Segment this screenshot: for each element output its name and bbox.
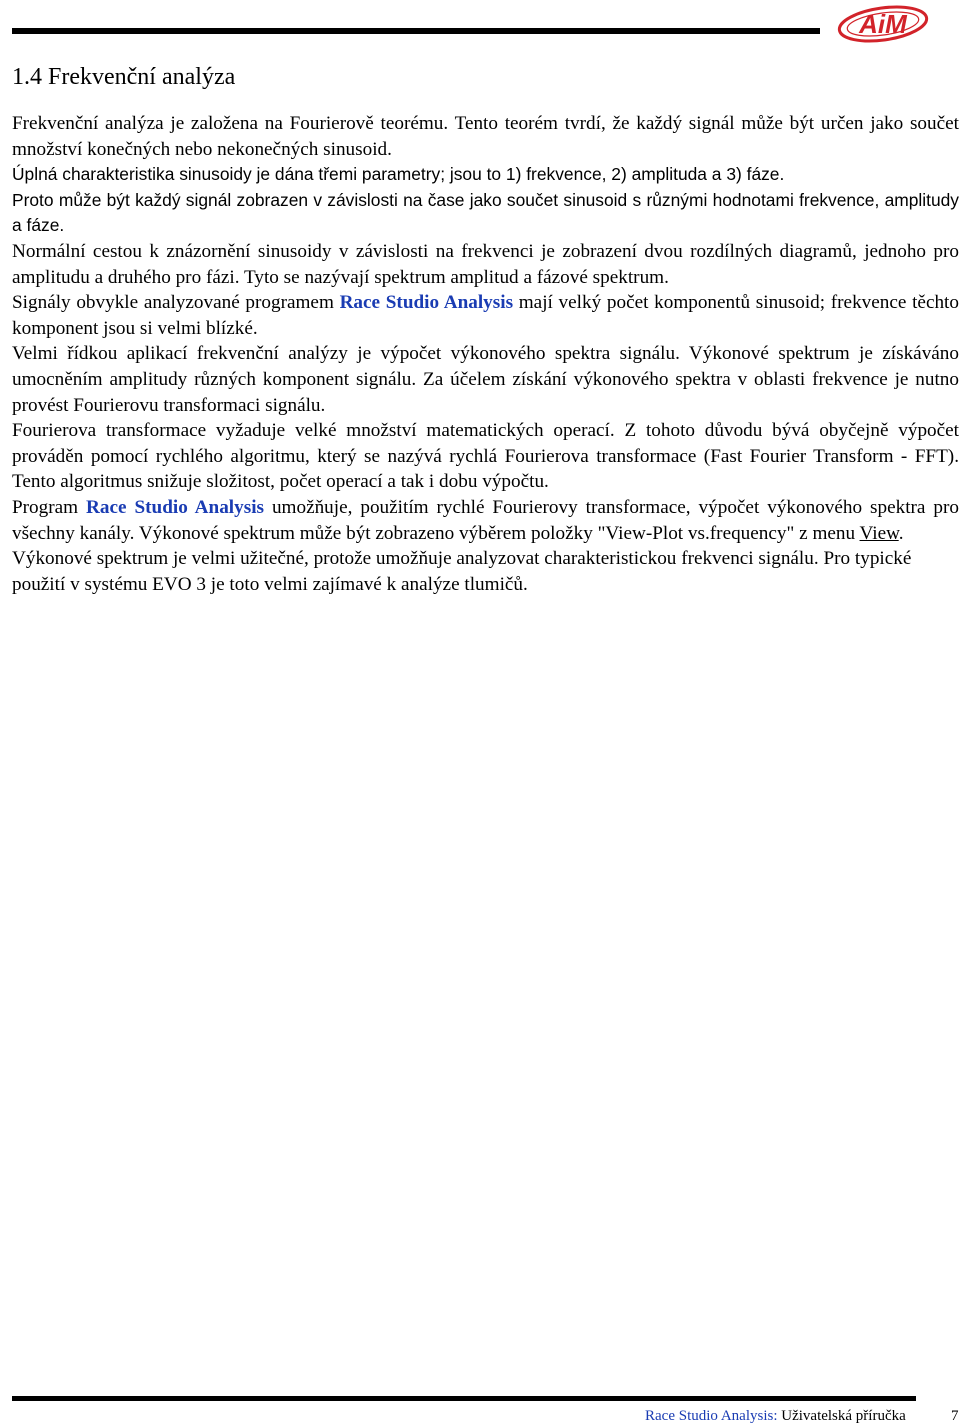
footer-product: Race Studio Analysis: xyxy=(645,1408,778,1424)
header-rule xyxy=(12,28,820,34)
page-number: 7 xyxy=(951,1408,959,1424)
text-span: Signály obvykle analyzované programem xyxy=(12,292,340,314)
footer-guide-label: Uživatelská příručka xyxy=(777,1408,906,1424)
section-title: 1.4 Frekvenční analýza xyxy=(12,64,236,90)
section-body xyxy=(12,111,959,597)
paragraph-sinusoid-parameters: Úplná charakteristika sinusoidy je dána třemi parametry; jsou to 1) frekvence, 2) amplituda a 3) fáze. xyxy=(12,164,785,185)
text-span: Program xyxy=(12,496,87,518)
paragraph-evo3-usage: Výkonové spektrum je velmi užitečné, protože umožňuje analyzovat charakteristickou frekvenci signálu. Pro typické použití v systému EVO 3 je toto velmi zajímavé k analýze tlumičů. xyxy=(12,548,912,595)
paragraph-power-spectrum: Velmi řídkou aplikací frekvenční analýzy je výpočet výkonového spektra signálu. Výkonové spektrum je získáváno umocněním amplitudy různých komponent signálu. Za účelem získání výkonového spektra v oblasti frekvence je nutno provést Fourierovu transformaci signálu. xyxy=(12,343,959,416)
product-name: Race Studio Analysis xyxy=(86,496,264,518)
paragraph-amplitude-phase-spectrum: Normální cestou k znázornění sinusoidy v závislosti na frekvenci je zobrazení dvou rozdílných diagramů, jednoho pro amplitudu a druhého pro fázi. Tyto se nazývají spektrum amplitud a fázové spektrum. xyxy=(12,240,959,288)
view-menu-reference: View xyxy=(859,522,899,544)
footer-rule xyxy=(12,1396,916,1401)
footer-caption xyxy=(645,1407,906,1425)
paragraph-analyzed-signals xyxy=(12,290,959,341)
text-span: mají velký počet komponentů sinusoid; frekvence těchto komponent jsou si velmi blízké. xyxy=(12,292,959,339)
text-span: umožňuje, použitím rychlé Fourierovy transformace, výpočet výkonového spektra pro všechny kanály. Výkonové spektrum může být zobrazeno výběrem položky "View-Plot vs.frequency" z menu xyxy=(12,496,959,544)
logo-lettering: AiM xyxy=(859,9,907,39)
product-name: Race Studio Analysis xyxy=(339,292,514,314)
paragraph-fft: Fourierova transformace vyžaduje velké množství matematických operací. Z tohoto důvodu bývá obyčejně výpočet prováděn pomocí rychlého algoritmu, který se nazývá rychlá Fourierova transformace (Fast Fourier Transform - FFT). Tento algoritmus snižuje složitost, počet operací a tak i dobu výpočtu. xyxy=(12,420,959,493)
paragraph-signal-time-domain: Proto může být každý signál zobrazen v závislosti na čase jako součet sinusoid s různými hodnotami frekvence, amplitudy a fáze. xyxy=(12,189,959,236)
aim-logo xyxy=(836,4,930,44)
text-span: . xyxy=(898,522,904,544)
paragraph-program-view-menu xyxy=(12,495,959,546)
paragraph-fourier-theorem: Frekvenční analýza je založena na Fourierově teorému. Tento teorém tvrdí, že každý signál může být určen jako součet množství konečných nebo nekonečných sinusoid. xyxy=(12,113,959,160)
